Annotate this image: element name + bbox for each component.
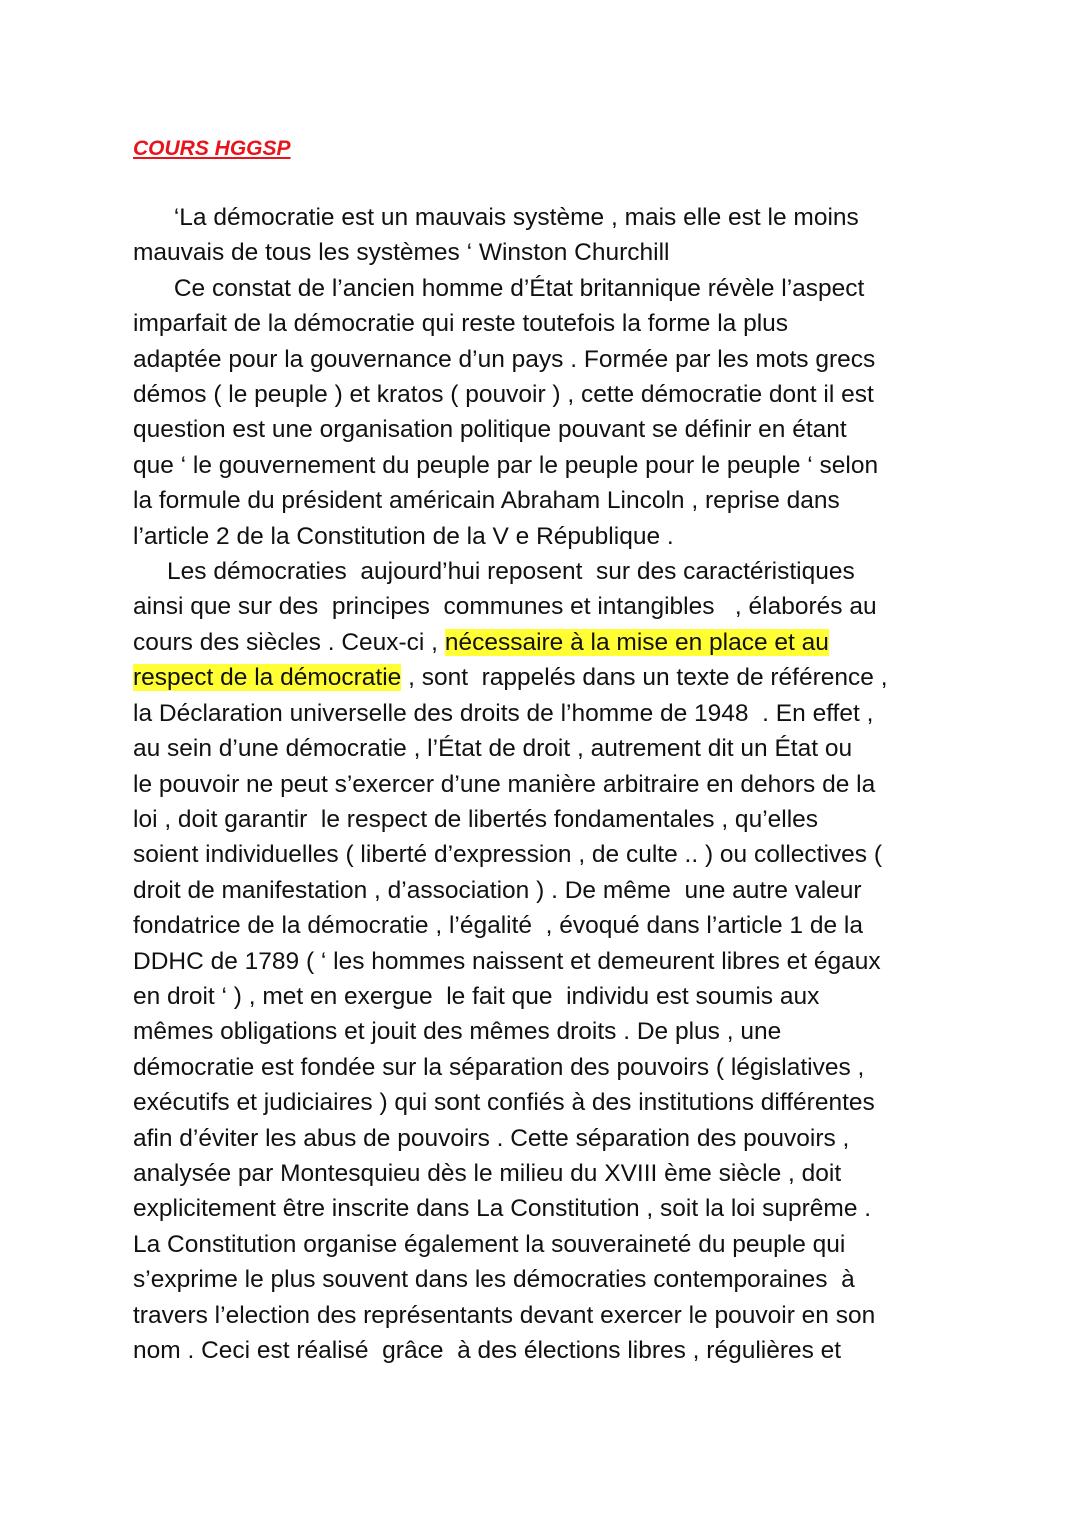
- text-line-26: exécutifs et judiciaires ) qui sont confiés à des institutions différentes: [133, 1089, 875, 1117]
- text-line-31: s’exprime le plus souvent dans les démocraties contemporaines à: [133, 1266, 855, 1294]
- text-line-6: démos ( le peuple ) et kratos ( pouvoir ) , cette démocratie dont il est: [133, 381, 874, 409]
- text-line-4: imparfait de la démocratie qui reste toutefois la forme la plus: [133, 310, 789, 338]
- text-line-30: La Constitution organise également la souveraineté du peuple qui: [133, 1230, 846, 1258]
- text-line-19: soient individuelles ( liberté d’expression , de culte .. ) ou collectives (: [133, 841, 882, 869]
- document-title: COURS HGGSP: [133, 137, 291, 160]
- text-line-24: mêmes obligations et jouit des mêmes droits . De plus , une: [133, 1018, 782, 1046]
- highlighted-text-2: respect de la démocratie: [133, 664, 402, 692]
- text-line-2: mauvais de tous les systèmes ‘ Winston Churchill: [133, 239, 670, 267]
- text-line-17: le pouvoir ne peut s’exercer d’une manière arbitraire en dehors de la: [133, 770, 876, 798]
- text-line-18: loi , doit garantir le respect de libertés fondamentales , qu’elles: [133, 805, 819, 833]
- text-line-33: nom . Ceci est réalisé grâce à des élections libres , régulières et: [133, 1337, 842, 1364]
- text-line-14-end: , sont rappelés dans un texte de référence ,: [401, 664, 888, 692]
- text-line-29: explicitement être inscrite dans La Constitution , soit la loi suprême .: [133, 1195, 872, 1223]
- document-body: [133, 200, 963, 1368]
- text-line-8: que ‘ le gouvernement du peuple par le peuple pour le peuple ‘ selon: [133, 451, 879, 479]
- text-line-27: afin d’éviter les abus de pouvoirs . Cette séparation des pouvoirs ,: [133, 1124, 850, 1152]
- text-line-13-start: cours des siècles . Ceux-ci ,: [133, 628, 445, 656]
- text-line-21: fondatrice de la démocratie , l’égalité , évoqué dans l’article 1 de la: [133, 912, 863, 940]
- text-line-28: analysée par Montesquieu dès le milieu du XVIII ème siècle , doit: [133, 1159, 842, 1187]
- text-line-10: l’article 2 de la Constitution de la V e République .: [133, 522, 674, 550]
- text-line-16: au sein d’une démocratie , l’État de droit , autrement dit un État ou: [133, 735, 853, 763]
- text-line-3: Ce constat de l’ancien homme d’État britannique révèle l’aspect: [133, 274, 865, 302]
- text-line-13: [133, 625, 963, 660]
- text-line-7: question est une organisation politique pouvant se définir en étant: [133, 416, 847, 444]
- text-line-12: ainsi que sur des principes communes et intangibles , élaborés au: [133, 593, 877, 621]
- text-line-22: DDHC de 1789 ( ‘ les hommes naissent et demeurent libres et égaux: [133, 947, 881, 975]
- text-line-25: démocratie est fondée sur la séparation des pouvoirs ( législatives ,: [133, 1053, 865, 1081]
- text-line-1: ‘La démocratie est un mauvais système , mais elle est le moins: [133, 204, 859, 231]
- text-line-15: la Déclaration universelle des droits de l’homme de 1948 . En effet ,: [133, 699, 874, 727]
- text-line-11: Les démocraties aujourd’hui reposent sur des caractéristiques: [133, 558, 855, 586]
- text-line-14: [133, 660, 963, 695]
- text-line-23: en droit ‘ ) , met en exergue le fait que individu est soumis aux: [133, 982, 820, 1010]
- highlighted-text-1: nécessaire à la mise en place et au: [444, 628, 829, 656]
- text-line-5: adaptée pour la gouvernance d’un pays . Formée par les mots grecs: [133, 345, 876, 373]
- text-line-9: la formule du président américain Abraham Lincoln , reprise dans: [133, 487, 840, 515]
- text-line-32: travers l’election des représentants devant exercer le pouvoir en son: [133, 1301, 876, 1329]
- text-line-20: droit de manifestation , d’association ) . De même une autre valeur: [133, 876, 862, 904]
